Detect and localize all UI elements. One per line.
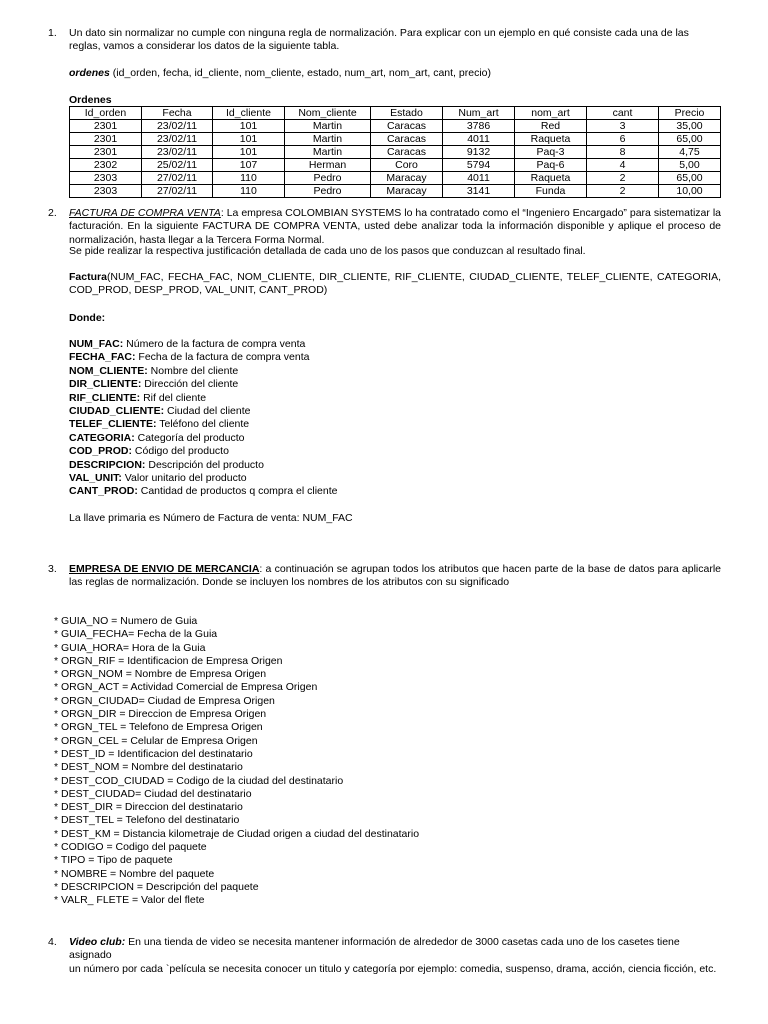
orders-table: [69, 106, 721, 198]
orders-table-cell: 2301: [70, 146, 142, 159]
q1-line1: Un dato sin normalizar no cumple con ninguna regla de normalización. Para explicar con un ejemplo en qué consiste cada una de las: [69, 27, 689, 39]
orders-table-row: [70, 133, 721, 146]
orders-table-cell: 2301: [70, 133, 142, 146]
orders-table-cell: 2303: [70, 172, 142, 185]
orders-table-cell: Raqueta: [515, 172, 587, 185]
attribute-item: * DEST_CIUDAD= Ciudad del destinatario: [54, 787, 252, 800]
orders-table-cell: Funda: [515, 185, 587, 198]
orders-table-cell: 23/02/11: [142, 133, 213, 146]
definition-item: [69, 459, 721, 472]
attribute-item: * GUIA_HORA= Hora de la Guia: [54, 641, 206, 654]
definition-item: [69, 378, 721, 391]
attribute-item: * ORGN_CIUDAD= Ciudad de Empresa Origen: [54, 694, 275, 707]
q2-title: FACTURA DE COMPRA VENTA: [69, 207, 221, 219]
orders-table-cell: 23/02/11: [142, 120, 213, 133]
orders-table-header-cell: Id_cliente: [213, 107, 285, 120]
q1-schema-name: ordenes: [69, 67, 110, 79]
definition-item: [69, 485, 721, 498]
definition-value: Ciudad del cliente: [164, 404, 251, 417]
q2-primary-key: La llave primaria es Número de Factura de venta: NUM_FAC: [69, 512, 353, 524]
orders-table-cell: 5,00: [659, 159, 721, 172]
q2-pide: Se pide realizar la respectiva justificación detallada de cada uno de los pasos que conduzcan al resultado final.: [69, 245, 586, 257]
attribute-item: * ORGN_NOM = Nombre de Empresa Origen: [54, 668, 267, 681]
attribute-item: * ORGN_TEL = Telefono de Empresa Origen: [54, 721, 263, 734]
orders-table-cell: 27/02/11: [142, 172, 213, 185]
orders-table-cell: 25/02/11: [142, 159, 213, 172]
attribute-item: * ORGN_RIF = Identificacion de Empresa Origen: [54, 654, 283, 667]
orders-table-cell: 6: [587, 133, 659, 146]
orders-table-cell: 4011: [443, 133, 515, 146]
orders-table-cell: 4,75: [659, 146, 721, 159]
definition-value: Fecha de la factura de compra venta: [135, 351, 310, 364]
orders-table-row: [70, 120, 721, 133]
definition-key: COD_PROD:: [69, 445, 133, 458]
orders-table-cell: 107: [213, 159, 285, 172]
q1-text: [69, 27, 721, 54]
definition-value: Cantidad de productos q compra el cliente: [137, 485, 338, 498]
definition-value: Rif del cliente: [140, 391, 207, 404]
definition-item: [69, 351, 721, 364]
orders-table-header: [70, 107, 721, 120]
definition-value: Categoría del producto: [134, 431, 245, 444]
orders-table-cell: 2303: [70, 185, 142, 198]
definition-value: Teléfono del cliente: [156, 418, 250, 431]
definition-key: DESCRIPCION:: [69, 458, 146, 471]
q1-line2: reglas, vamos a considerar los datos de la siguiente tabla.: [69, 40, 340, 53]
orders-table-cell: Paq-3: [515, 146, 587, 159]
q2-factura-attrs: (NUM_FAC, FECHA_FAC, NOM_CLIENTE, DIR_CLIENTE, RIF_CLIENTE, CIUDAD_CLIENTE, TELEF_CLIENTE, CATEGORIA, COD_PROD, DESP_PROD, VAL_UNIT, CANT_PROD): [69, 271, 721, 297]
orders-table-cell: 3786: [443, 120, 515, 133]
q2-intro: [69, 207, 721, 247]
orders-table-header-cell: Nom_cliente: [285, 107, 371, 120]
orders-table-cell: Caracas: [371, 120, 443, 133]
definition-item: [69, 418, 721, 431]
attribute-item: * TIPO = Tipo de paquete: [54, 854, 173, 867]
definition-item: [69, 472, 721, 485]
definition-item: [69, 392, 721, 405]
orders-table-cell: 2302: [70, 159, 142, 172]
definition-value: Número de la factura de compra venta: [123, 338, 306, 350]
q1-schema-attrs: (id_orden, fecha, id_cliente, nom_cliente, estado, num_art, nom_art, cant, precio): [109, 67, 491, 79]
q3-title: EMPRESA DE ENVIO DE MERCANCIA: [69, 563, 260, 575]
orders-table-cell: 8: [587, 146, 659, 159]
orders-table-cell: 5794: [443, 159, 515, 172]
definition-key: NOM_CLIENTE:: [69, 364, 148, 377]
orders-table-cell: Herman: [285, 159, 371, 172]
orders-table-header-cell: Fecha: [142, 107, 213, 120]
attribute-item: * ORGN_DIR = Direccion de Empresa Origen: [54, 708, 267, 721]
q4-title: Video club:: [69, 936, 126, 948]
definition-value: Nombre del cliente: [147, 364, 239, 377]
q3-intro: [69, 563, 721, 590]
definition-item: [69, 445, 721, 458]
q1-number: 1.: [48, 27, 57, 39]
attribute-item: * DEST_ID = Identificacion del destinatario: [54, 747, 253, 760]
definition-item: [69, 338, 721, 351]
orders-table-cell: Caracas: [371, 133, 443, 146]
orders-table-cell: 27/02/11: [142, 185, 213, 198]
orders-table-cell: 4011: [443, 172, 515, 185]
orders-table-cell: Maracay: [371, 172, 443, 185]
orders-table-cell: Raqueta: [515, 133, 587, 146]
attribute-item: * ORGN_CEL = Celular de Empresa Origen: [54, 734, 258, 747]
orders-table-cell: Caracas: [371, 146, 443, 159]
q2-number: 2.: [48, 207, 57, 219]
attribute-item: * GUIA_FECHA= Fecha de la Guia: [54, 628, 218, 641]
orders-table-header-cell: Estado: [371, 107, 443, 120]
definition-key: NUM_FAC:: [69, 338, 124, 350]
q4-number: 4.: [48, 936, 57, 948]
orders-table-header-cell: Precio: [659, 107, 721, 120]
orders-table-cell: 65,00: [659, 133, 721, 146]
definition-key: DIR_CLIENTE:: [69, 378, 142, 391]
definition-key: VAL_UNIT:: [69, 471, 122, 484]
attribute-item: * DEST_TEL = Telefono del destinatario: [54, 814, 240, 827]
attribute-item: * DEST_NOM = Nombre del destinatario: [54, 761, 243, 774]
attribute-item: * GUIA_NO = Numero de Guia: [54, 615, 198, 627]
orders-table-cell: 101: [213, 133, 285, 146]
q3-intro-rest: : a continuación se agrupan todos los atributos que hacen parte de la base de datos para aplicarle las reglas de normalización. Donde se incluyen los nombres de los atributos con su significado: [69, 563, 721, 589]
orders-table-cell: 4: [587, 159, 659, 172]
q3-attributes-list: [54, 615, 714, 908]
orders-table-row: [70, 185, 721, 198]
orders-table-cell: 2: [587, 172, 659, 185]
orders-table-cell: 3: [587, 120, 659, 133]
orders-table-cell: 101: [213, 146, 285, 159]
definition-item: [69, 432, 721, 445]
q2-factura: [69, 271, 721, 298]
q4-line1-rest: En una tienda de video se necesita mantener información de alrededor de 3000 casetas cada uno de los casetes tiene asignado: [69, 936, 680, 962]
orders-table-cell: 101: [213, 120, 285, 133]
definition-key: TELEF_CLIENTE:: [69, 418, 157, 431]
attribute-item: * DESCRIPCION = Descripción del paquete: [54, 880, 259, 893]
orders-table-row: [70, 159, 721, 172]
orders-table-cell: 3141: [443, 185, 515, 198]
attribute-item: * CODIGO = Codigo del paquete: [54, 841, 207, 854]
orders-table-cell: 2: [587, 185, 659, 198]
definition-key: FECHA_FAC:: [69, 351, 136, 364]
orders-table-header-cell: nom_art: [515, 107, 587, 120]
orders-table-cell: Coro: [371, 159, 443, 172]
orders-table-cell: 110: [213, 172, 285, 185]
q3-number: 3.: [48, 563, 57, 575]
orders-table-body: [70, 120, 721, 198]
q4-line1: [69, 936, 721, 963]
orders-table-header-cell: Num_art: [443, 107, 515, 120]
orders-table-cell: Pedro: [285, 185, 371, 198]
definition-key: CIUDAD_CLIENTE:: [69, 404, 165, 417]
definition-item: [69, 365, 721, 378]
q1-schema: [69, 67, 721, 80]
attribute-item: * ORGN_ACT = Actividad Comercial de Empresa Origen: [54, 681, 318, 694]
orders-table-header-cell: Id_orden: [70, 107, 142, 120]
q2-intro-rest: : La empresa COLOMBIAN SYSTEMS lo ha contratado como el “Ingeniero Encargado” para sistematizar la facturación. En la siguiente FACTURA DE COMPRA VENTA, usted debe analizar toda la información disponible y aplique el proceso de normalización, hasta llegar a la Tercera Forma Normal.: [69, 207, 721, 246]
definition-value: Descripción del producto: [145, 458, 264, 471]
orders-table-cell: Martin: [285, 133, 371, 146]
attribute-item: * DEST_DIR = Direccion del destinatario: [54, 801, 243, 814]
attribute-item: * DEST_KM = Distancia kilometraje de Ciudad origen a ciudad del destinatario: [54, 827, 420, 840]
orders-table-cell: 23/02/11: [142, 146, 213, 159]
orders-table-cell: 110: [213, 185, 285, 198]
definition-value: Valor unitario del producto: [121, 471, 247, 484]
q2-factura-name: Factura: [69, 271, 107, 283]
attribute-item: * VALR_ FLETE = Valor del flete: [54, 894, 205, 907]
orders-table-cell: 35,00: [659, 120, 721, 133]
q4-line2: un número por cada `película se necesita conocer un titulo y categoría por ejemplo: comedia, suspenso, drama, acción, ciencia ficción, etc.: [69, 962, 717, 975]
orders-table-cell: Maracay: [371, 185, 443, 198]
orders-table-cell: Paq-6: [515, 159, 587, 172]
orders-table-cell: Martin: [285, 146, 371, 159]
orders-table-row: [70, 172, 721, 185]
q2-definitions-list: [69, 338, 721, 499]
definition-item: [69, 405, 721, 418]
definition-key: CATEGORIA:: [69, 431, 135, 444]
attribute-item: * DEST_COD_CIUDAD = Codigo de la ciudad del destinatario: [54, 774, 344, 787]
orders-table-cell: Red: [515, 120, 587, 133]
definition-key: CANT_PROD:: [69, 485, 138, 498]
orders-table-cell: 65,00: [659, 172, 721, 185]
orders-table-cell: Pedro: [285, 172, 371, 185]
q4-text: [69, 936, 721, 976]
q2-donde: Donde:: [69, 312, 106, 324]
q1-table-title: Ordenes: [69, 94, 112, 106]
definition-key: RIF_CLIENTE:: [69, 391, 141, 404]
orders-table-cell: Martin: [285, 120, 371, 133]
orders-table-row: [70, 146, 721, 159]
attribute-item: * NOMBRE = Nombre del paquete: [54, 867, 215, 880]
orders-table-cell: 9132: [443, 146, 515, 159]
definition-value: Dirección del cliente: [141, 378, 239, 391]
definition-value: Código del producto: [132, 445, 229, 458]
orders-table-cell: 2301: [70, 120, 142, 133]
orders-table-header-cell: cant: [587, 107, 659, 120]
orders-table-cell: 10,00: [659, 185, 721, 198]
